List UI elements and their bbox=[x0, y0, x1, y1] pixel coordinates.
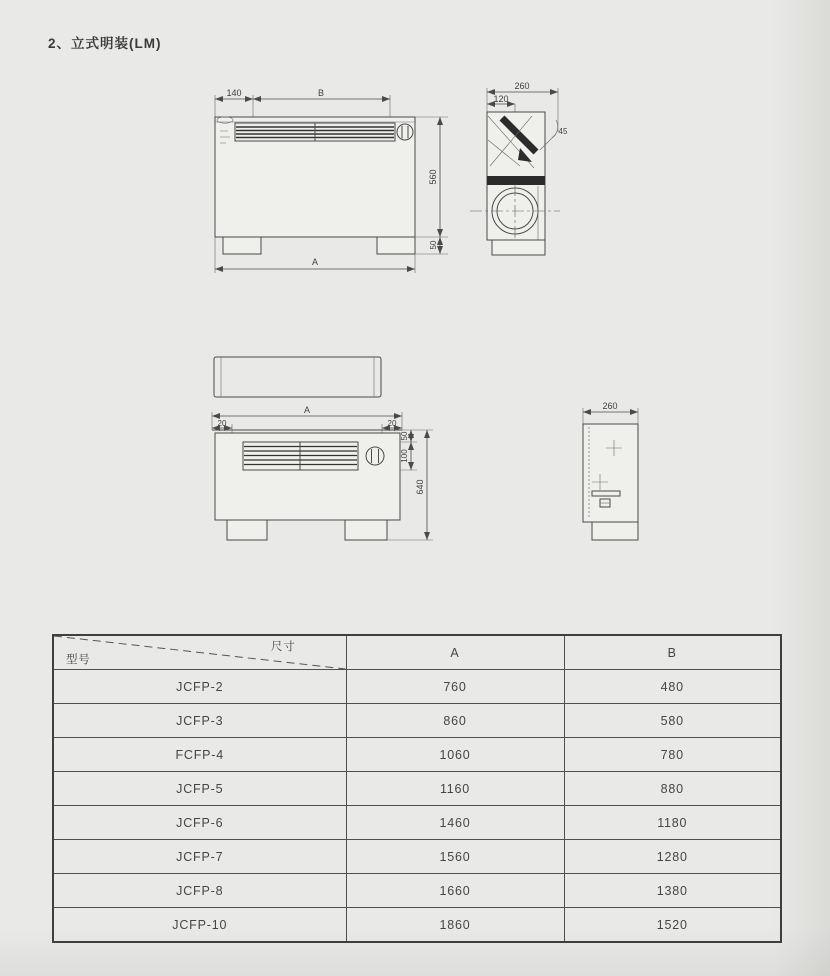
column-header-a: A bbox=[346, 635, 564, 670]
dim-label-a2: A bbox=[303, 405, 311, 415]
top-view-drawing bbox=[210, 353, 385, 401]
model-cell: JCFP-3 bbox=[53, 704, 346, 738]
dim-a-cell: 760 bbox=[346, 670, 564, 704]
table-header-row bbox=[53, 635, 781, 670]
model-cell: FCFP-4 bbox=[53, 738, 346, 772]
dim-label-50-top: 50 bbox=[400, 431, 409, 441]
dim-label-20-left: 20 bbox=[217, 419, 227, 428]
left-foot-lower bbox=[227, 520, 267, 540]
table-row bbox=[53, 772, 781, 806]
dim-a-cell: 1160 bbox=[346, 772, 564, 806]
dim-a-cell: 860 bbox=[346, 704, 564, 738]
fan-scroll bbox=[470, 184, 560, 240]
dim-b-cell: 1180 bbox=[564, 806, 781, 840]
model-cell: JCFP-8 bbox=[53, 874, 346, 908]
front-view-lower-drawing bbox=[195, 402, 445, 562]
table-row bbox=[53, 874, 781, 908]
dim-b-cell: 780 bbox=[564, 738, 781, 772]
dim-label-140: 140 bbox=[226, 88, 242, 98]
base bbox=[492, 240, 545, 255]
dim-b-cell: 1280 bbox=[564, 840, 781, 874]
dim-label-560: 560 bbox=[428, 169, 438, 185]
dim-a-cell: 1060 bbox=[346, 738, 564, 772]
diagonal-divider bbox=[54, 636, 346, 669]
right-foot-lower bbox=[345, 520, 387, 540]
model-cell: JCFP-6 bbox=[53, 806, 346, 840]
side-view-drawing bbox=[468, 80, 593, 265]
dim-b-cell: 1520 bbox=[564, 908, 781, 943]
dim-label-b: B bbox=[317, 88, 325, 98]
table-row bbox=[53, 670, 781, 704]
dimensions-table bbox=[52, 634, 782, 943]
dim-label-20-right: 20 bbox=[387, 419, 397, 428]
dim-label-45deg: 45 bbox=[558, 127, 568, 136]
front-view-drawing bbox=[190, 85, 470, 285]
dim-label-100: 100 bbox=[400, 449, 409, 463]
fan-deck bbox=[487, 176, 545, 185]
model-cell: JCFP-2 bbox=[53, 670, 346, 704]
table-row bbox=[53, 840, 781, 874]
page-title: 2、立式明装(LM) bbox=[48, 36, 162, 51]
dim-label-640: 640 bbox=[415, 479, 425, 495]
dim-a-cell: 1660 bbox=[346, 874, 564, 908]
dim-label-a: A bbox=[311, 257, 319, 267]
dim-b-cell: 1380 bbox=[564, 874, 781, 908]
table-row bbox=[53, 908, 781, 943]
dim-b-cell: 880 bbox=[564, 772, 781, 806]
model-cell: JCFP-10 bbox=[53, 908, 346, 943]
left-foot bbox=[223, 237, 261, 254]
base-lower bbox=[592, 522, 638, 540]
dim-b-cell: 580 bbox=[564, 704, 781, 738]
column-header-b: B bbox=[564, 635, 781, 670]
dim-label-50: 50 bbox=[429, 240, 438, 250]
dim-a-cell: 1860 bbox=[346, 908, 564, 943]
dim-a-cell: 1460 bbox=[346, 806, 564, 840]
model-cell: JCFP-5 bbox=[53, 772, 346, 806]
dim-label-120: 120 bbox=[493, 94, 509, 104]
table-row bbox=[53, 806, 781, 840]
side-view-lower-drawing bbox=[556, 398, 661, 550]
size-header-label: 尺寸 bbox=[270, 641, 296, 653]
dim-label-260-lower: 260 bbox=[602, 401, 618, 411]
dim-b-cell: 480 bbox=[564, 670, 781, 704]
dim-label-260: 260 bbox=[514, 81, 530, 91]
model-header-label: 型号 bbox=[66, 654, 91, 666]
model-size-header-cell bbox=[53, 635, 346, 670]
table-row bbox=[53, 704, 781, 738]
dim-a-cell: 1560 bbox=[346, 840, 564, 874]
model-cell: JCFP-7 bbox=[53, 840, 346, 874]
right-foot bbox=[377, 237, 415, 254]
table-row bbox=[53, 738, 781, 772]
